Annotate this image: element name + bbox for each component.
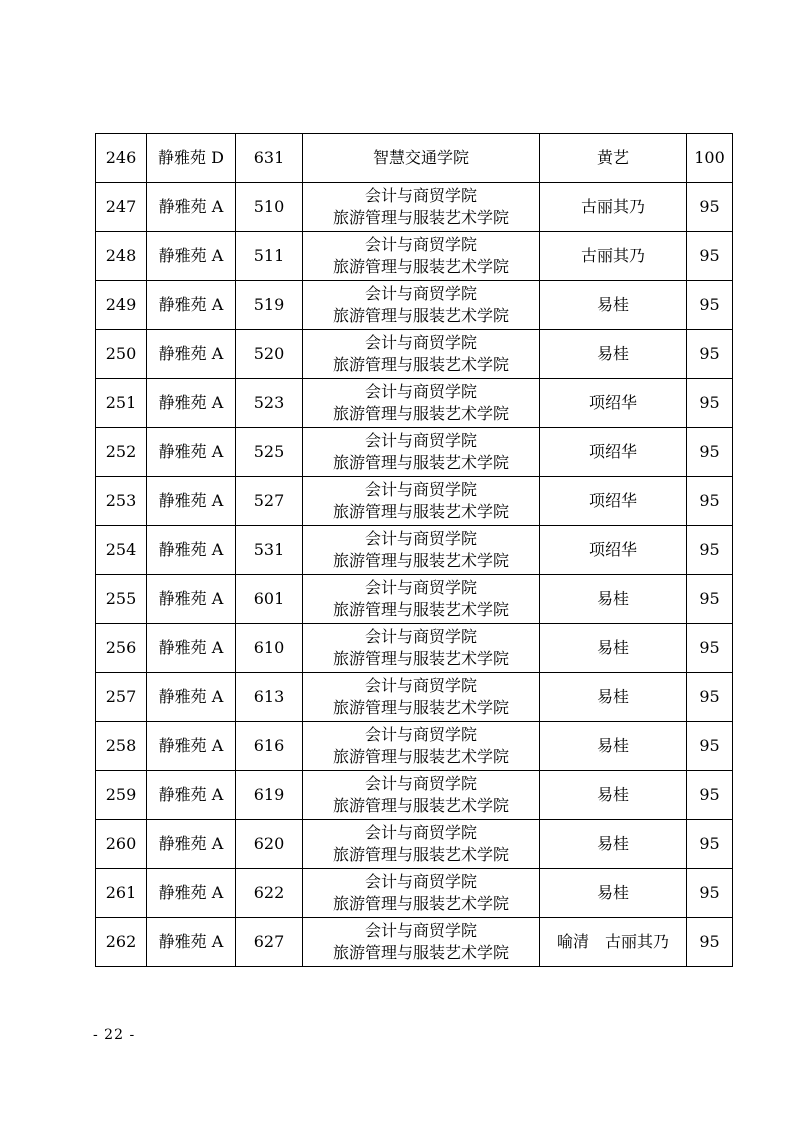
college-name-line: 旅游管理与服装艺术学院 — [332, 404, 509, 423]
cell-number: 259 — [96, 771, 147, 820]
cell-number: 257 — [96, 673, 147, 722]
cell-building: 静雅苑 A — [147, 918, 236, 967]
dormitory-score-table — [95, 133, 733, 967]
cell-college — [303, 673, 540, 722]
table-row — [96, 330, 733, 379]
cell-manager: 易桂 — [540, 820, 687, 869]
table-row — [96, 232, 733, 281]
cell-college — [303, 575, 540, 624]
table-row — [96, 428, 733, 477]
college-name-line: 会计与商贸学院 — [364, 186, 477, 205]
college-name-line: 旅游管理与服装艺术学院 — [332, 894, 509, 913]
cell-manager: 易桂 — [540, 330, 687, 379]
cell-college — [303, 134, 540, 183]
cell-number: 255 — [96, 575, 147, 624]
cell-score: 95 — [687, 232, 733, 281]
cell-college — [303, 722, 540, 771]
cell-manager: 项绍华 — [540, 526, 687, 575]
cell-room: 523 — [236, 379, 303, 428]
cell-building: 静雅苑 A — [147, 379, 236, 428]
college-name-line: 会计与商贸学院 — [364, 725, 477, 744]
page-number: - 22 - — [93, 1027, 136, 1043]
cell-manager: 黄艺 — [540, 134, 687, 183]
cell-score: 95 — [687, 771, 733, 820]
cell-college — [303, 183, 540, 232]
college-name-line: 旅游管理与服装艺术学院 — [332, 257, 509, 276]
cell-manager: 喻清 古丽其乃 — [540, 918, 687, 967]
college-name-line: 会计与商贸学院 — [364, 578, 477, 597]
cell-room: 631 — [236, 134, 303, 183]
cell-manager: 易桂 — [540, 575, 687, 624]
table-row — [96, 820, 733, 869]
cell-score: 95 — [687, 330, 733, 379]
cell-college — [303, 771, 540, 820]
college-name-line: 旅游管理与服装艺术学院 — [332, 747, 509, 766]
cell-college — [303, 330, 540, 379]
cell-number: 252 — [96, 428, 147, 477]
cell-college — [303, 379, 540, 428]
cell-college — [303, 477, 540, 526]
cell-number: 260 — [96, 820, 147, 869]
college-name-line: 会计与商贸学院 — [364, 676, 477, 695]
cell-room: 620 — [236, 820, 303, 869]
cell-room: 511 — [236, 232, 303, 281]
cell-room: 616 — [236, 722, 303, 771]
cell-number: 249 — [96, 281, 147, 330]
college-name-line: 旅游管理与服装艺术学院 — [332, 551, 509, 570]
table-row — [96, 477, 733, 526]
college-name-line: 旅游管理与服装艺术学院 — [332, 453, 509, 472]
cell-building: 静雅苑 A — [147, 330, 236, 379]
cell-room: 613 — [236, 673, 303, 722]
cell-room: 627 — [236, 918, 303, 967]
cell-manager: 项绍华 — [540, 379, 687, 428]
cell-manager: 易桂 — [540, 722, 687, 771]
cell-building: 静雅苑 A — [147, 673, 236, 722]
cell-score: 95 — [687, 918, 733, 967]
college-name-line: 旅游管理与服装艺术学院 — [332, 796, 509, 815]
cell-number: 256 — [96, 624, 147, 673]
college-name-line: 会计与商贸学院 — [364, 627, 477, 646]
cell-number: 246 — [96, 134, 147, 183]
cell-score: 95 — [687, 722, 733, 771]
cell-score: 100 — [687, 134, 733, 183]
cell-college — [303, 869, 540, 918]
table-row — [96, 918, 733, 967]
cell-manager: 古丽其乃 — [540, 183, 687, 232]
college-name-line: 会计与商贸学院 — [364, 284, 477, 303]
table-row — [96, 722, 733, 771]
cell-building: 静雅苑 D — [147, 134, 236, 183]
college-name-line: 旅游管理与服装艺术学院 — [332, 306, 509, 325]
cell-manager: 项绍华 — [540, 477, 687, 526]
college-name-line: 会计与商贸学院 — [364, 529, 477, 548]
college-name-line: 会计与商贸学院 — [364, 823, 477, 842]
table-row — [96, 624, 733, 673]
cell-number: 248 — [96, 232, 147, 281]
cell-score: 95 — [687, 624, 733, 673]
cell-number: 253 — [96, 477, 147, 526]
cell-building: 静雅苑 A — [147, 722, 236, 771]
cell-number: 258 — [96, 722, 147, 771]
college-name-line: 旅游管理与服装艺术学院 — [332, 208, 509, 227]
table-row — [96, 526, 733, 575]
cell-building: 静雅苑 A — [147, 526, 236, 575]
college-name-line: 旅游管理与服装艺术学院 — [332, 943, 509, 962]
cell-number: 247 — [96, 183, 147, 232]
college-name-line: 会计与商贸学院 — [364, 774, 477, 793]
cell-college — [303, 820, 540, 869]
cell-college — [303, 526, 540, 575]
cell-score: 95 — [687, 869, 733, 918]
cell-college — [303, 232, 540, 281]
table-row — [96, 673, 733, 722]
college-name-line: 旅游管理与服装艺术学院 — [332, 355, 509, 374]
cell-score: 95 — [687, 281, 733, 330]
cell-college — [303, 624, 540, 673]
college-name-line: 旅游管理与服装艺术学院 — [332, 502, 509, 521]
cell-room: 519 — [236, 281, 303, 330]
cell-score: 95 — [687, 379, 733, 428]
cell-building: 静雅苑 A — [147, 869, 236, 918]
college-name-line: 旅游管理与服装艺术学院 — [332, 698, 509, 717]
cell-room: 622 — [236, 869, 303, 918]
table-body — [96, 134, 733, 967]
cell-building: 静雅苑 A — [147, 820, 236, 869]
college-name-line: 旅游管理与服装艺术学院 — [332, 600, 509, 619]
cell-building: 静雅苑 A — [147, 771, 236, 820]
cell-manager: 易桂 — [540, 624, 687, 673]
college-name-line: 会计与商贸学院 — [364, 872, 477, 891]
cell-college — [303, 428, 540, 477]
college-name-line: 会计与商贸学院 — [364, 333, 477, 352]
cell-score: 95 — [687, 477, 733, 526]
cell-room: 601 — [236, 575, 303, 624]
cell-room: 510 — [236, 183, 303, 232]
college-name-line: 会计与商贸学院 — [364, 921, 477, 940]
cell-room: 610 — [236, 624, 303, 673]
cell-number: 254 — [96, 526, 147, 575]
cell-building: 静雅苑 A — [147, 281, 236, 330]
cell-room: 619 — [236, 771, 303, 820]
cell-building: 静雅苑 A — [147, 232, 236, 281]
cell-number: 251 — [96, 379, 147, 428]
college-name-line: 智慧交通学院 — [372, 148, 469, 167]
cell-room: 520 — [236, 330, 303, 379]
cell-score: 95 — [687, 575, 733, 624]
cell-building: 静雅苑 A — [147, 428, 236, 477]
cell-building: 静雅苑 A — [147, 624, 236, 673]
cell-manager: 易桂 — [540, 869, 687, 918]
table-row — [96, 134, 733, 183]
college-name-line: 会计与商贸学院 — [364, 431, 477, 450]
table-row — [96, 869, 733, 918]
table-row — [96, 575, 733, 624]
cell-score: 95 — [687, 673, 733, 722]
table-row — [96, 771, 733, 820]
cell-number: 250 — [96, 330, 147, 379]
cell-college — [303, 281, 540, 330]
college-name-line: 会计与商贸学院 — [364, 235, 477, 254]
cell-number: 261 — [96, 869, 147, 918]
cell-number: 262 — [96, 918, 147, 967]
table-row — [96, 281, 733, 330]
college-name-line: 旅游管理与服装艺术学院 — [332, 649, 509, 668]
cell-college — [303, 918, 540, 967]
table-row — [96, 379, 733, 428]
cell-manager: 易桂 — [540, 673, 687, 722]
cell-manager: 项绍华 — [540, 428, 687, 477]
cell-building: 静雅苑 A — [147, 477, 236, 526]
cell-manager: 古丽其乃 — [540, 232, 687, 281]
college-name-line: 旅游管理与服装艺术学院 — [332, 845, 509, 864]
college-name-line: 会计与商贸学院 — [364, 480, 477, 499]
college-name-line: 会计与商贸学院 — [364, 382, 477, 401]
cell-building: 静雅苑 A — [147, 575, 236, 624]
cell-score: 95 — [687, 526, 733, 575]
cell-room: 525 — [236, 428, 303, 477]
cell-score: 95 — [687, 428, 733, 477]
cell-score: 95 — [687, 183, 733, 232]
table-row — [96, 183, 733, 232]
cell-room: 527 — [236, 477, 303, 526]
cell-score: 95 — [687, 820, 733, 869]
cell-room: 531 — [236, 526, 303, 575]
cell-manager: 易桂 — [540, 281, 687, 330]
cell-manager: 易桂 — [540, 771, 687, 820]
cell-building: 静雅苑 A — [147, 183, 236, 232]
